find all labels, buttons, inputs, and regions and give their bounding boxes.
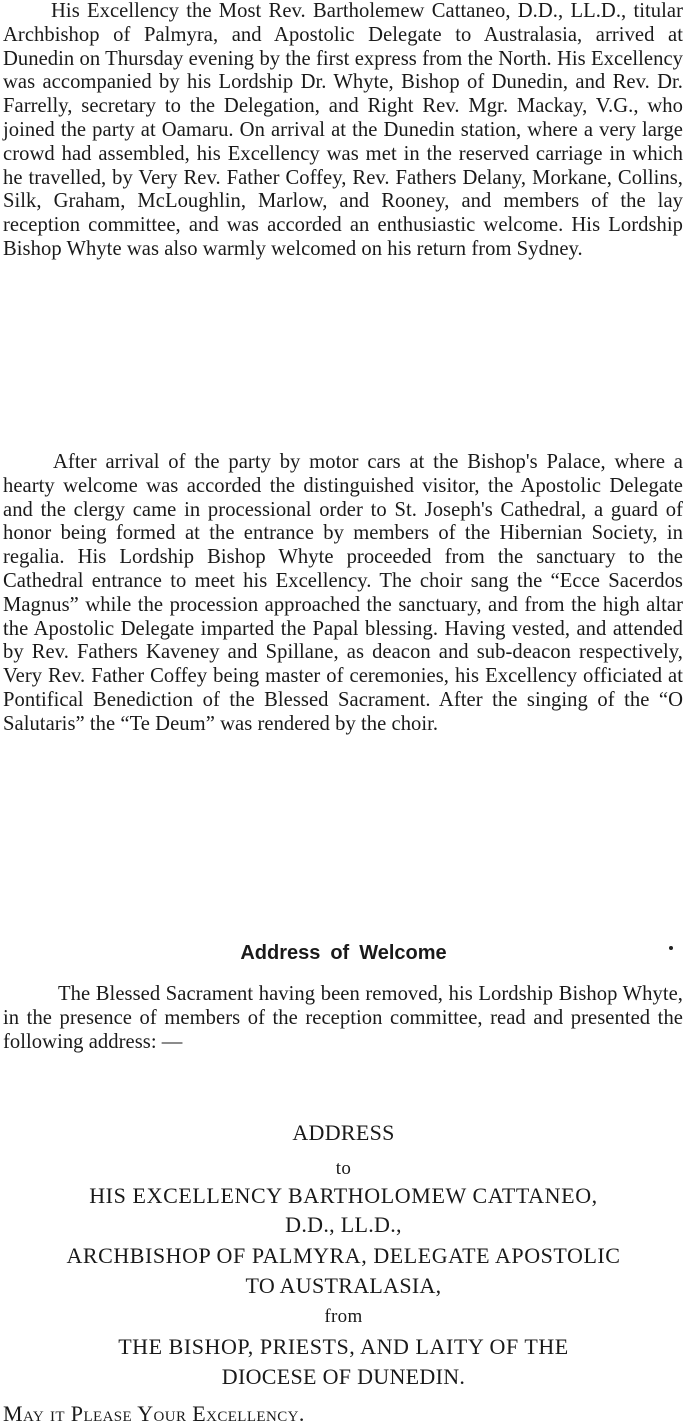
article-paragraph-presentation: The Blessed Sacrament having been removed, his Lordship Bishop Whyte, in the presence of members of the reception committee, read and presented the following address: —	[3, 983, 683, 1053]
address-line-recipient: HIS EXCELLENCY BARTHOLOMEW CATTANEO,	[89, 1183, 598, 1208]
address-line-senders: THE BISHOP, PRIESTS, AND LAITY OF THE	[118, 1334, 569, 1359]
heading-word-welcome: Welcome	[359, 942, 447, 964]
address-line-diocese: DIOCESE OF DUNEDIN.	[221, 1364, 466, 1389]
article-paragraph-cathedral: After arrival of the party by motor cars at the Bishop's Palace, where a hearty welcome was accorded the distinguished visitor, the Apostolic Delegate and the clergy came in processional order to St. Joseph's Cathedral, a guard of honor being formed at the entrance by members of the Hibernian Society, in regalia. His Lordship Bishop Whyte proceeded from the sanctuary to the Cathedral entrance to meet his Excellency. The choir sang the “Ecce Sacerdos Magnus” while the procession approached the sanctuary, and from the high altar the Apostolic Delegate imparted the Papal blessing. Having vested, and attended by Rev. Fathers Kaveney and Spillane, as deacon and sub-deacon respectively, Very Rev. Father Coffey being master of ceremonies, his Excellency officiated at Pontifical Benediction of the Blessed Sacrament. After the singing of the “O Salutaris” the “Te Deum” was rendered by the choir.	[3, 451, 683, 735]
heading-word-address: Address	[240, 942, 321, 964]
section-heading	[0, 940, 687, 966]
heading-word-of: of	[330, 942, 350, 964]
address-line-to: to	[335, 1158, 352, 1179]
print-speck	[669, 946, 673, 950]
address-line-title: ARCHBISHOP OF PALMYRA, DELEGATE APOSTOLIC	[66, 1243, 621, 1268]
address-line-degrees: D.D., LL.D.,	[285, 1212, 402, 1237]
address-line-from: from	[324, 1306, 363, 1327]
address-salutation: May it Please Your Excellency.	[3, 1401, 305, 1426]
address-line-region: TO AUSTRALASIA,	[245, 1273, 442, 1298]
address-title: ADDRESS	[292, 1120, 395, 1145]
article-paragraph-arrival: His Excellency the Most Rev. Bartholemew Cattaneo, D.D., LL.D., titular Archbishop of Palmyra, and Apostolic Delegate to Australasia, arrived at Dunedin on Thursday evening by the first express from the North. His Excellency was accompanied by his Lordship Dr. Whyte, Bishop of Dunedin, and Rev. Dr. Farrelly, secretary to the Delegation, and Right Rev. Mgr. Mackay, V.G., who joined the party at Oamaru. On arrival at the Dunedin station, where a very large crowd had assembled, his Excellency was met in the reserved carriage in which he travelled, by Very Rev. Father Coffey, Rev. Fathers Delany, Morkane, Collins, Silk, Graham, McLoughlin, Marlow, and Rooney, and members of the lay reception committee, and was accorded an enthusiastic welcome. His Lordship Bishop Whyte was also warmly welcomed on his return from Sydney.	[3, 0, 683, 260]
